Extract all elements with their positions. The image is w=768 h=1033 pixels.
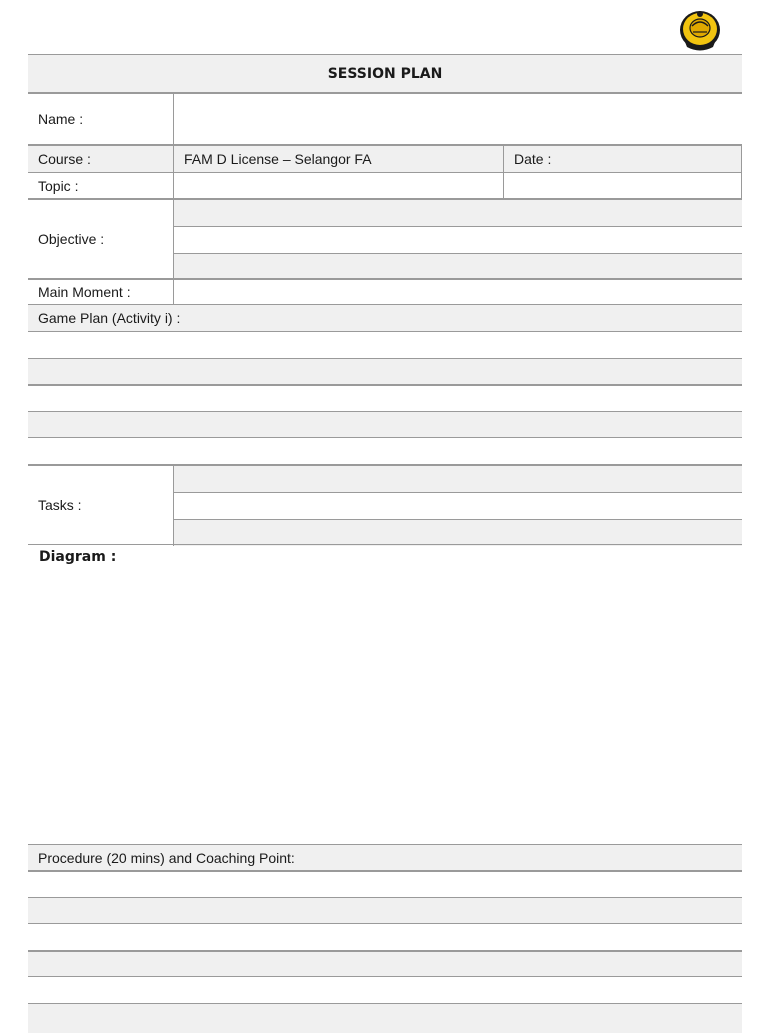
game-plan-line-2[interactable] — [28, 358, 742, 384]
topic-row — [28, 172, 742, 199]
tasks-row — [28, 464, 742, 544]
tasks-label: Tasks : — [38, 497, 82, 513]
tasks-line-3[interactable] — [173, 519, 742, 546]
fam-crest-icon — [677, 8, 723, 54]
procedure-line-3[interactable] — [28, 923, 742, 950]
table-right-edge — [741, 144, 742, 199]
date-label[interactable]: Date : — [503, 146, 742, 172]
name-row — [28, 92, 742, 144]
course-value[interactable]: FAM D License – Selangor FA — [173, 146, 503, 172]
tasks-line-2[interactable] — [173, 492, 742, 519]
procedure-line-6[interactable] — [28, 1003, 742, 1033]
procedure-row — [28, 844, 742, 870]
game-plan-row — [28, 304, 742, 331]
main-moment-row — [28, 278, 742, 304]
page-title: SESSION PLAN — [327, 66, 443, 82]
course-row — [28, 144, 742, 172]
name-field[interactable] — [173, 94, 742, 144]
title-row — [28, 54, 742, 93]
diagram-area[interactable] — [28, 544, 742, 844]
game-plan-label: Game Plan (Activity i) : — [38, 310, 181, 326]
objective-label: Objective : — [38, 231, 105, 247]
topic-field[interactable] — [173, 173, 503, 199]
game-plan-line-1[interactable] — [28, 331, 742, 358]
game-plan-line-4[interactable] — [28, 411, 742, 437]
objective-row — [28, 198, 742, 278]
main-moment-label: Main Moment : — [38, 284, 131, 300]
topic-label: Topic : — [38, 178, 79, 194]
procedure-line-4[interactable] — [28, 950, 742, 976]
main-moment-field[interactable] — [173, 280, 742, 304]
objective-line-2[interactable] — [173, 226, 742, 253]
procedure-line-2[interactable] — [28, 897, 742, 923]
game-plan-line-5[interactable] — [28, 437, 742, 464]
procedure-label: Procedure (20 mins) and Coaching Point: — [38, 849, 295, 866]
procedure-line-5[interactable] — [28, 976, 742, 1003]
objective-line-1[interactable] — [173, 200, 742, 226]
objective-line-3[interactable] — [173, 253, 742, 280]
date-field[interactable] — [503, 173, 742, 199]
tasks-line-1[interactable] — [173, 466, 742, 492]
procedure-line-1[interactable] — [28, 870, 742, 897]
diagram-label: Diagram : — [39, 549, 117, 565]
game-plan-line-3[interactable] — [28, 384, 742, 411]
course-label: Course : — [38, 151, 91, 167]
name-label: Name : — [38, 111, 84, 127]
